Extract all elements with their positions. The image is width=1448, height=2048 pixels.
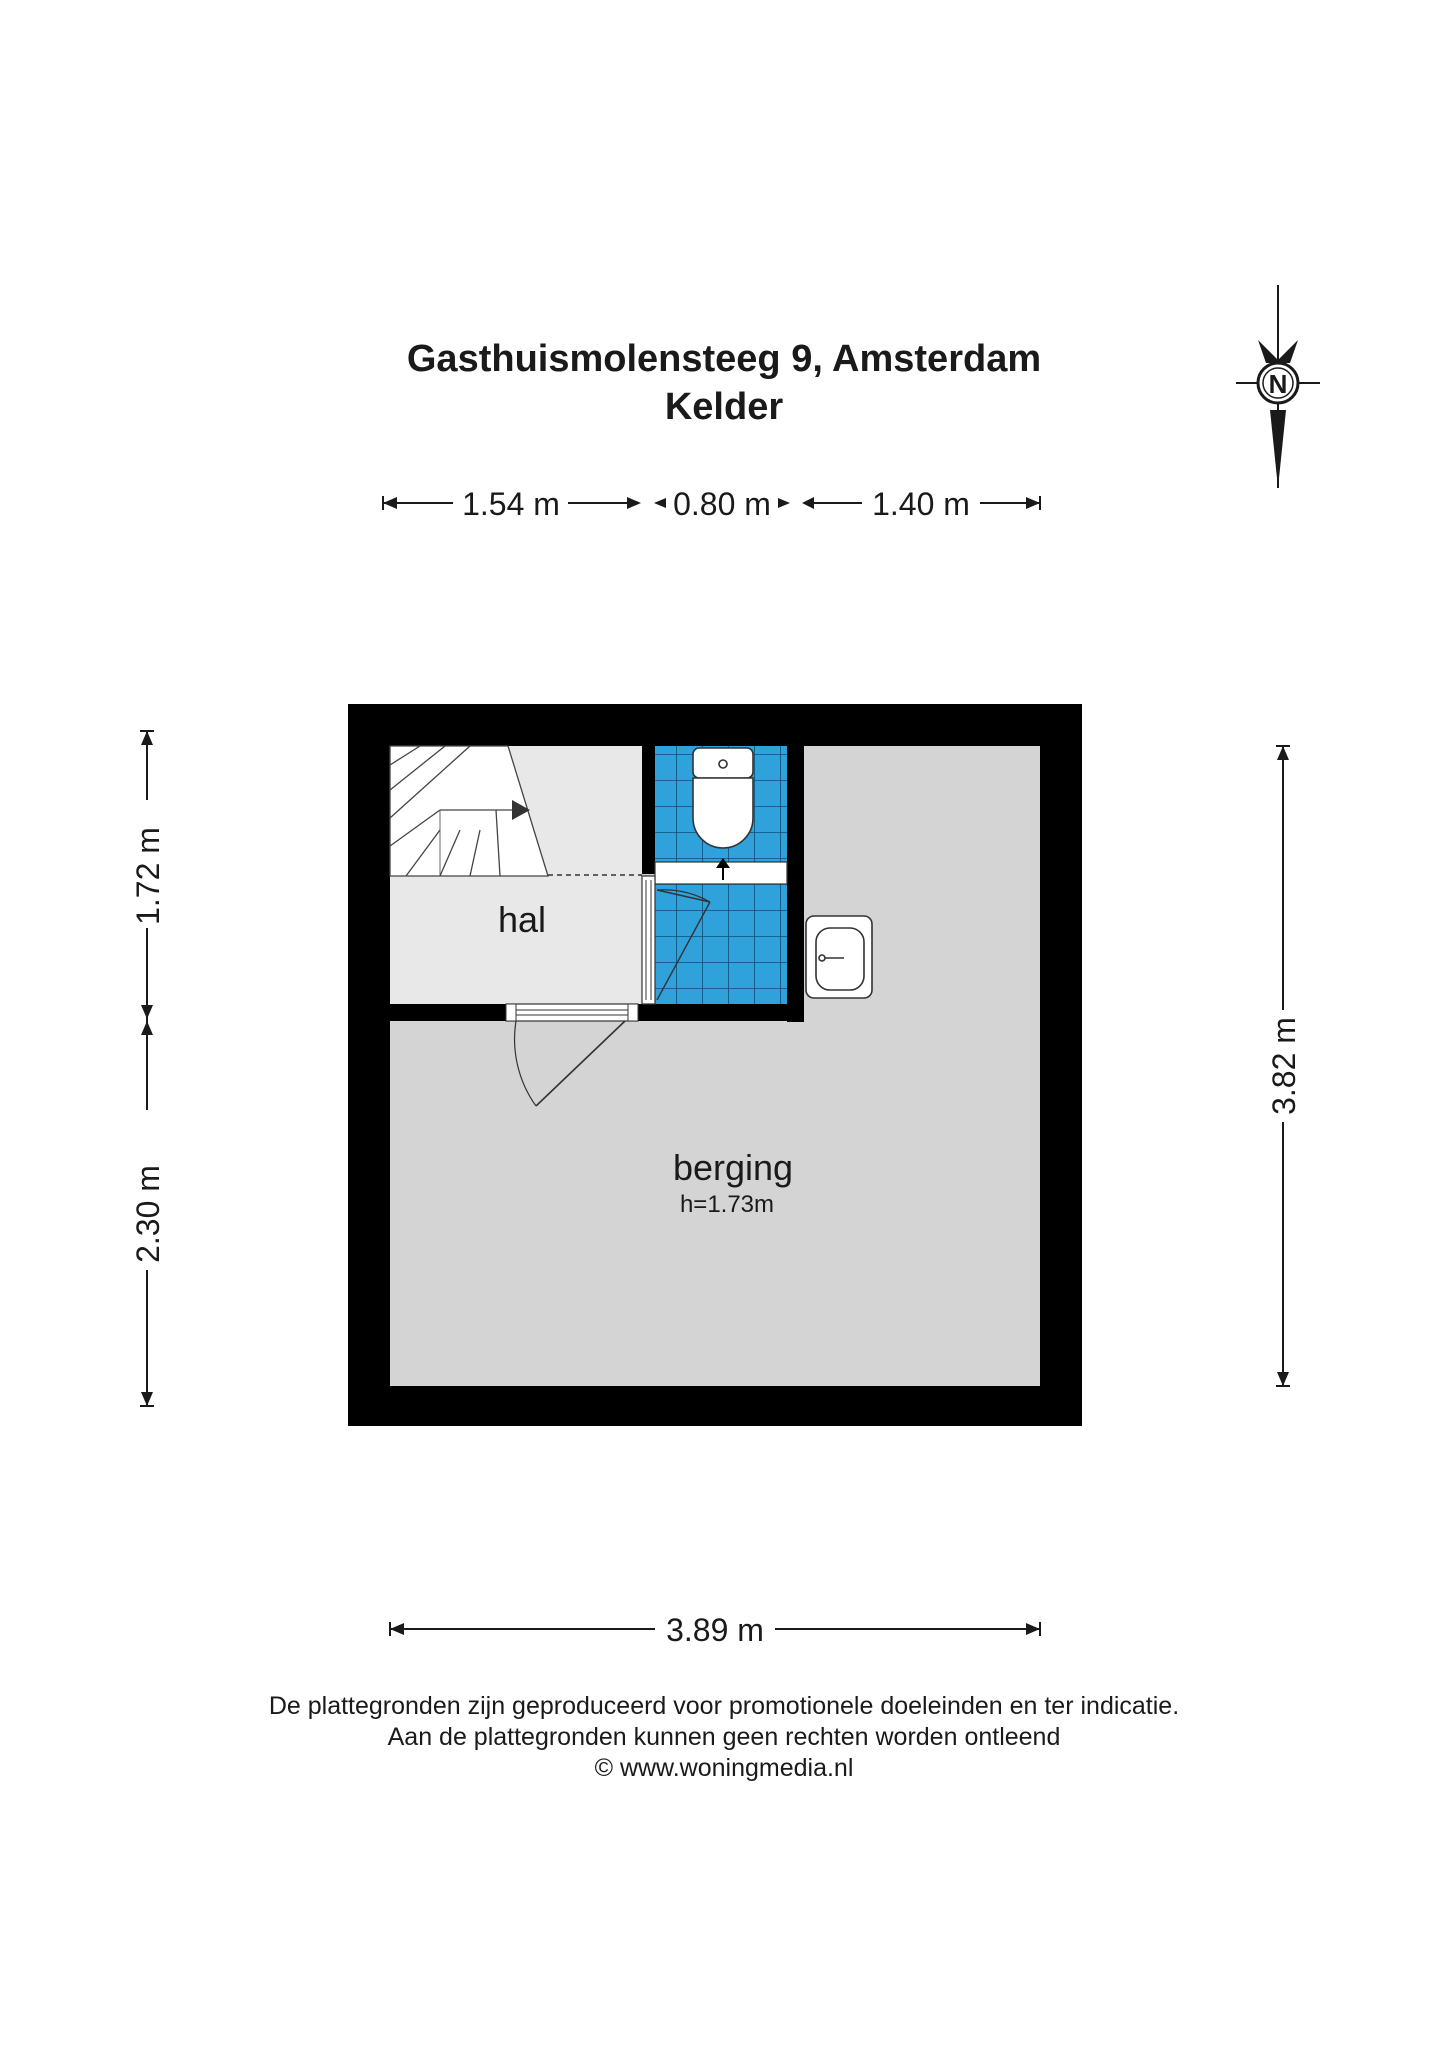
dimension-top-3: 1.40 m	[872, 486, 970, 522]
room-height-note: h=1.73m	[679, 1191, 775, 1218]
hal-toilet-wall	[642, 746, 655, 874]
dimension-left-upper: 1.72 m	[130, 827, 166, 925]
hal-bottom-wall-right	[638, 1004, 804, 1021]
disclaimer-line-2: Aan de plattegronden kunnen geen rechten worden ontleend	[387, 1723, 1061, 1751]
compass-label: N	[1268, 369, 1288, 399]
toilet-right-wall	[787, 746, 804, 1022]
sink-icon	[806, 916, 872, 998]
plan-title: Gasthuismolensteeg 9, Amsterdam	[406, 338, 1042, 380]
toilet-icon	[693, 748, 753, 848]
room-label-berging: berging	[672, 1147, 794, 1188]
room-label-hal: hal	[497, 899, 547, 940]
dimension-top-1: 1.54 m	[462, 486, 560, 522]
north-arrow-icon	[1236, 285, 1320, 488]
disclaimer-line-3: © www.woningmedia.nl	[594, 1754, 854, 1782]
dimension-bottom: 3.89 m	[666, 1612, 764, 1648]
hal-bottom-wall-left	[390, 1004, 506, 1021]
dimension-right: 3.82 m	[1266, 1017, 1302, 1115]
floor-name: Kelder	[664, 386, 784, 428]
disclaimer-line-1: De plattegronden zijn geproduceerd voor promotionele doeleinden en ter indicatie.	[268, 1692, 1180, 1720]
dimension-left-lower: 2.30 m	[130, 1165, 166, 1263]
dimension-top-2: 0.80 m	[673, 486, 771, 522]
